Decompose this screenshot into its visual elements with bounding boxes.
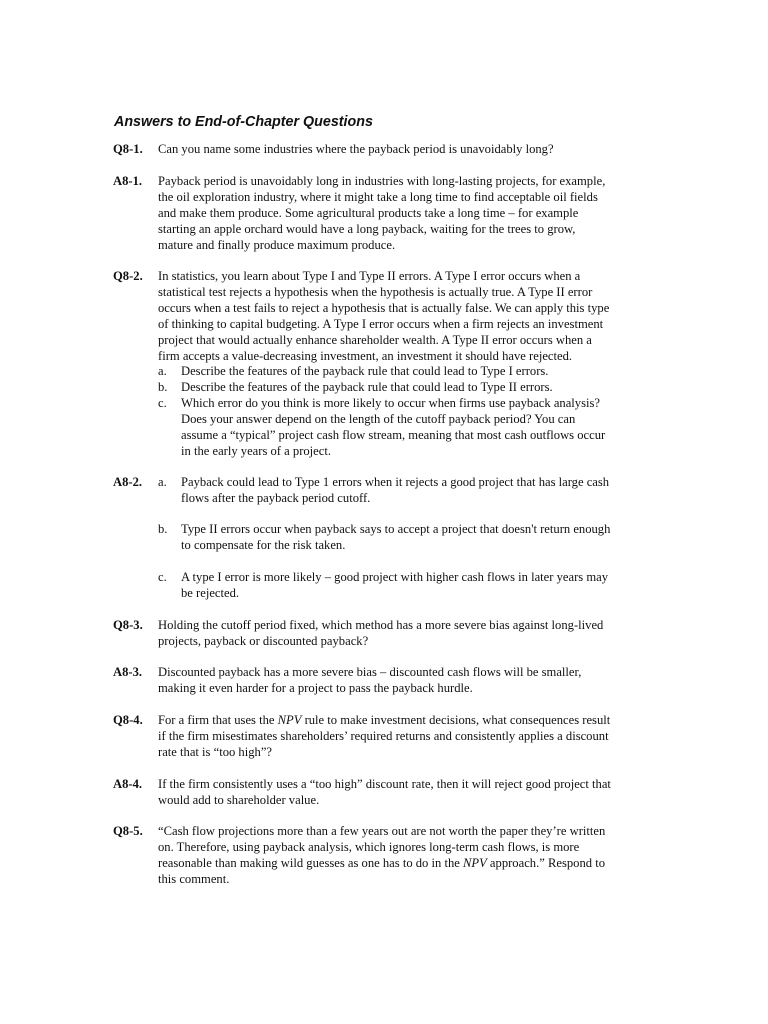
text-line: Does your answer depend on the length of the cutoff payback period? You can	[181, 412, 576, 427]
text-line: this comment.	[158, 871, 230, 886]
answer-a8-3	[113, 665, 658, 697]
text-line	[158, 713, 658, 729]
question-q8-2	[113, 269, 658, 460]
text-run: approach.” Respond to	[486, 855, 605, 870]
text-line: rate that is “too high”?	[158, 744, 273, 759]
text-run: rule to make investment decisions, what consequences result	[301, 713, 611, 727]
text-line: to compensate for the risk taken.	[181, 538, 346, 553]
question-q8-5	[113, 824, 658, 888]
text-line: mature and finally produce maximum produce.	[158, 237, 396, 252]
npv-term: NPV	[277, 713, 302, 727]
text-line: If the firm consistently uses a “too high” discount rate, then it will reject good project that	[158, 777, 611, 791]
entry-label: A8-1.	[113, 174, 143, 188]
text-line: Can you name some industries where the payback period is unavoidably long?	[158, 142, 554, 156]
text-line: and make them produce. Some agricultural products take a long time – for example	[158, 205, 579, 220]
list-item	[158, 380, 658, 396]
text-line: Type II errors occur when payback says to accept a project that doesn't return enough	[181, 522, 611, 537]
text-line: statistical test rejects a hypothesis when the hypothesis is actually true. A Type II error	[158, 284, 593, 299]
item-letter: c.	[158, 569, 167, 584]
item-letter: b.	[158, 380, 168, 395]
text-line: flows after the payback period cutoff.	[181, 490, 371, 505]
text-line: project that would actually enhance shareholder wealth. A Type II error occurs when a	[158, 332, 592, 347]
entry-label: A8-4.	[113, 777, 143, 791]
text-run: For a firm that uses the	[158, 713, 278, 727]
text-line: In statistics, you learn about Type I and Type II errors. A Type I error occurs when a	[158, 269, 581, 283]
text-line: Describe the features of the payback rule that could lead to Type II errors.	[181, 380, 553, 395]
text-line: of thinking to capital budgeting. A Type I error occurs when a firm rejects an investment	[158, 316, 604, 331]
text-line: projects, payback or discounted payback?	[158, 633, 369, 648]
entry-label: A8-2.	[113, 475, 143, 489]
item-letter: a.	[158, 475, 167, 489]
text-line: the oil exploration industry, where it might take a long time to find acceptable oil fields	[158, 189, 598, 204]
list-item	[158, 475, 658, 507]
text-line: on. Therefore, using payback analysis, which ignores long-term cash flows, is more	[158, 839, 580, 854]
text-line: A type I error is more likely – good project with higher cash flows in later years may	[181, 569, 609, 584]
entry-label: Q8-5.	[113, 824, 143, 838]
text-line: Which error do you think is more likely to occur when firms use payback analysis?	[181, 396, 600, 411]
text-line: Holding the cutoff period fixed, which method has a more severe bias against long-lived	[158, 618, 604, 632]
text-line: Payback period is unavoidably long in industries with long-lasting projects, for example,	[158, 174, 606, 188]
answer-a8-2	[113, 475, 658, 601]
section-heading: Answers to End-of-Chapter Questions	[114, 114, 373, 130]
text-line: occurs when a test fails to reject a hypothesis that is actually false. We can apply this type	[158, 300, 610, 315]
entry-label: A8-3.	[113, 665, 143, 679]
text-line: making it even harder for a project to pass the payback hurdle.	[158, 680, 473, 695]
entry-label: Q8-4.	[113, 713, 143, 727]
text-line: “Cash flow projections more than a few years out are not worth the paper they’re written	[158, 824, 606, 838]
text-line: starting an apple orchard would have a long payback, waiting for the trees to grow,	[158, 221, 576, 236]
text-line: firm accepts a value-decreasing investment, an investment it should have rejected.	[158, 348, 573, 363]
text-run: reasonable than making wild guesses as one has to do in the	[158, 855, 463, 870]
question-q8-4	[113, 713, 658, 761]
list-item	[158, 522, 658, 554]
question-q8-3	[113, 618, 658, 650]
item-letter: c.	[158, 396, 167, 411]
answer-a8-4	[113, 777, 658, 809]
text-line: be rejected.	[181, 585, 240, 600]
entry-label: Q8-3.	[113, 618, 143, 632]
list-item	[158, 364, 658, 380]
entry-label: Q8-1.	[113, 142, 143, 156]
item-letter: a.	[158, 364, 167, 379]
text-line: in the early years of a project.	[181, 443, 332, 458]
text-line: if the firm misestimates shareholders’ required returns and consistently applies a discount	[158, 728, 609, 743]
text-line: would add to shareholder value.	[158, 792, 320, 807]
text-line	[158, 856, 658, 872]
answer-a8-1	[113, 174, 658, 254]
text-line: Describe the features of the payback rule that could lead to Type I errors.	[181, 364, 549, 379]
list-item	[158, 570, 658, 602]
answer-list	[158, 475, 658, 601]
item-letter: b.	[158, 522, 168, 537]
text-line: Discounted payback has a more severe bias – discounted cash flows will be smaller,	[158, 665, 582, 679]
sub-question-list	[158, 364, 658, 459]
npv-term: NPV	[462, 855, 487, 870]
list-item	[158, 396, 658, 460]
text-line: Payback could lead to Type 1 errors when it rejects a good project that has large cash	[181, 475, 610, 489]
question-q8-1	[113, 142, 658, 158]
entry-label: Q8-2.	[113, 269, 143, 283]
text-line: assume a “typical” project cash flow stream, meaning that most cash outflows occur	[181, 428, 606, 443]
